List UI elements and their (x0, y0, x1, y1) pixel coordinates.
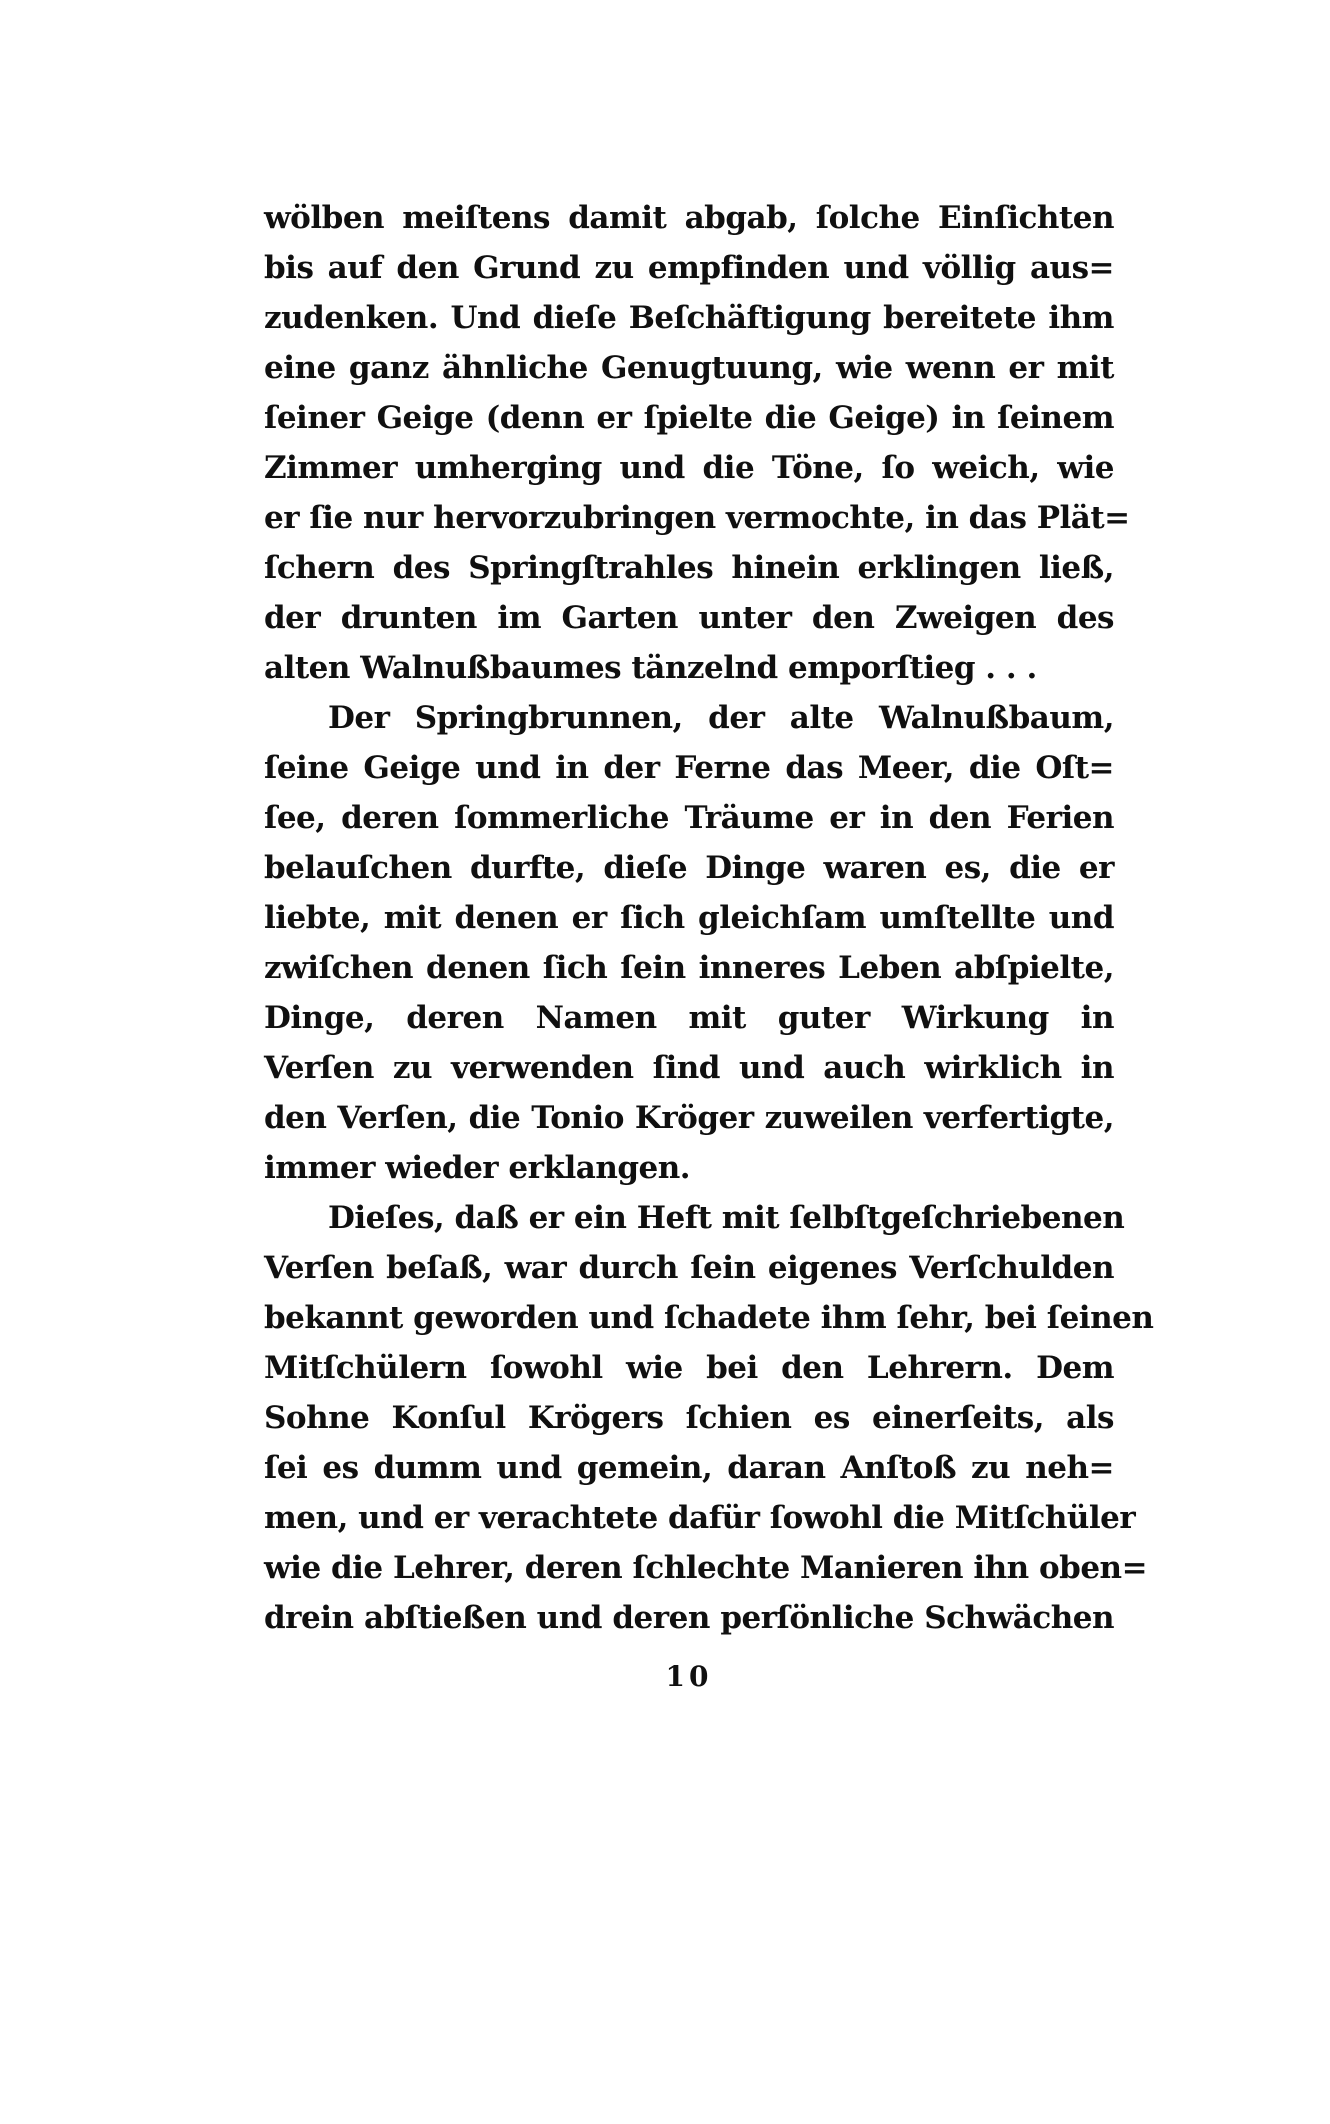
text-line: immer wieder erklangen. (264, 1150, 691, 1186)
text-line: alten Walnußbaumes tänzelnd emporſtieg . . . (264, 650, 1037, 686)
text-line: ſei es dumm und gemein, daran Anſtoß zu neh= (264, 1450, 1114, 1486)
text-line: men, und er verachtete dafür ſowohl die Mitſchüler (264, 1500, 1136, 1536)
text-line: belauſchen durfte, dieſe Dinge waren es, die er (264, 850, 1114, 886)
text-line: Der Springbrunnen, der alte Walnußbaum, (328, 700, 1114, 736)
text-line: ſchern des Springſtrahles hinein erklingen ließ, (264, 550, 1114, 586)
text-line: er ſie nur hervorzubringen vermochte, in das Plät= (264, 500, 1130, 536)
text-line: zudenken. Und dieſe Beſchäftigung bereitete ihm (264, 300, 1114, 336)
text-line: bis auf den Grund zu empfinden und völlig aus= (264, 250, 1114, 286)
text-line: Dieſes, daß er ein Heft mit ſelbſtgeſchriebenen (328, 1200, 1125, 1236)
text-line: Verſen zu verwenden ſind und auch wirklich in (264, 1050, 1114, 1086)
text-line: eine ganz ähnliche Genugtuung, wie wenn er mit (264, 350, 1114, 386)
text-line: Zimmer umherging und die Töne, ſo weich, wie (264, 450, 1114, 486)
text-line: drein abſtießen und deren perſönliche Schwächen (264, 1600, 1114, 1636)
paragraph (264, 693, 1114, 1193)
text-line: Verſen beſaß, war durch ſein eigenes Verſchulden (264, 1250, 1114, 1286)
text-line: wölben meiſtens damit abgab, ſolche Einſichten (264, 200, 1114, 236)
text-line: ſeine Geige und in der Ferne das Meer, die Oſt= (264, 750, 1114, 786)
text-line: bekannt geworden und ſchadete ihm ſehr, bei ſeinen (264, 1300, 1154, 1336)
text-line: liebte, mit denen er ſich gleichſam umſtellte und (264, 900, 1114, 936)
paragraph (264, 193, 1130, 693)
text-line: Sohne Konſul Krögers ſchien es einerſeits, als (264, 1400, 1114, 1436)
page-text-block (264, 193, 1154, 1643)
text-line: ſeiner Geige (denn er ſpielte die Geige) in ſeinem (264, 400, 1114, 436)
text-line: zwiſchen denen ſich ſein inneres Leben abſpielte, (264, 950, 1114, 986)
paragraph (264, 1193, 1154, 1643)
text-line: wie die Lehrer, deren ſchlechte Manieren ihn oben= (264, 1550, 1148, 1586)
text-line: Dinge, deren Namen mit guter Wirkung in (264, 1000, 1114, 1036)
text-line: den Verſen, die Tonio Kröger zuweilen verfertigte, (264, 1100, 1114, 1136)
text-line: Mitſchülern ſowohl wie bei den Lehrern. Dem (264, 1350, 1114, 1386)
text-line: ſee, deren ſommerliche Träume er in den Ferien (264, 800, 1114, 836)
text-line: der drunten im Garten unter den Zweigen des (264, 600, 1114, 636)
page-number: 10 (665, 1660, 713, 1693)
